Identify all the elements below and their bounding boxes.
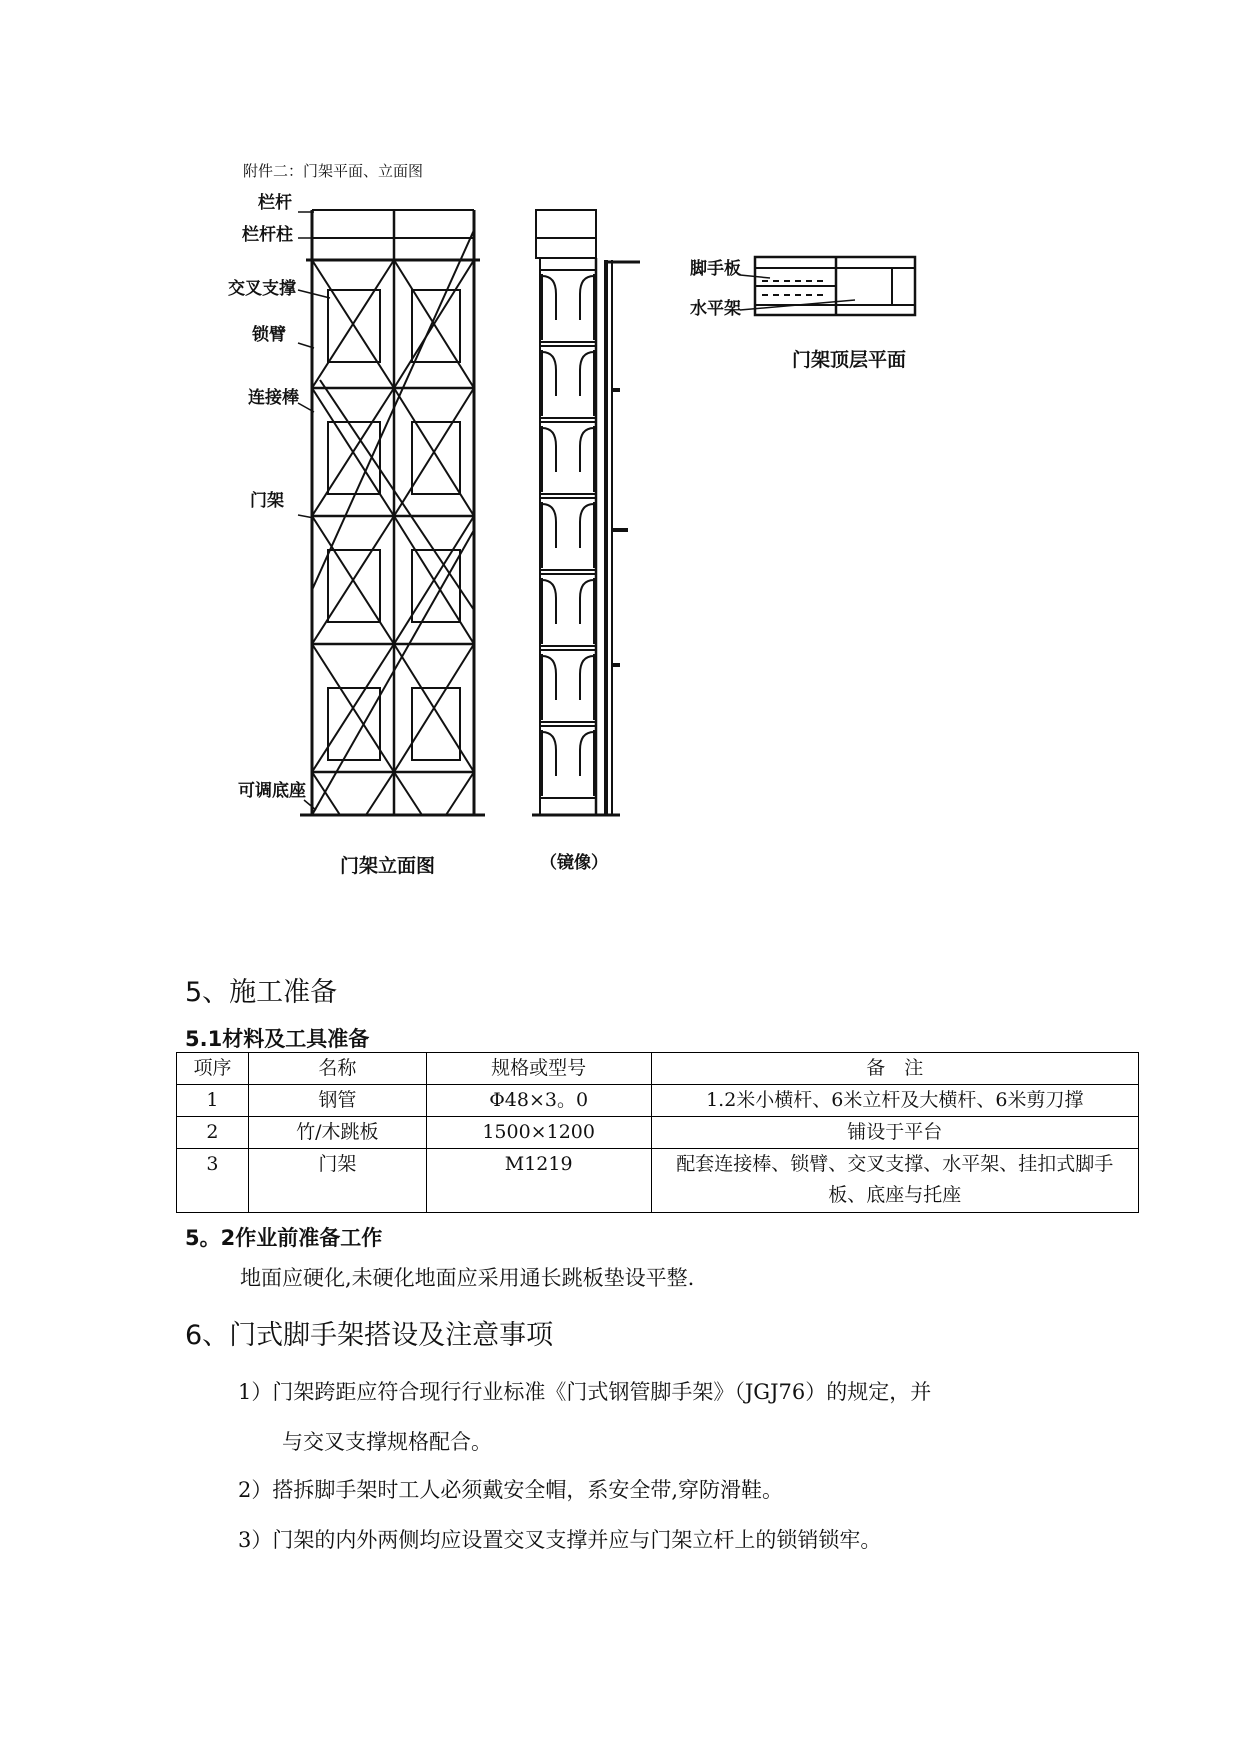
table-header: 名称 bbox=[248, 1053, 426, 1085]
label-horizontal-frame: 水平架 bbox=[690, 299, 741, 319]
scaffold-drawing bbox=[228, 190, 1040, 950]
elevation-caption: 门架立面图 bbox=[340, 855, 436, 877]
table-cell: 铺设于平台 bbox=[651, 1117, 1138, 1149]
table-row bbox=[177, 1149, 1139, 1213]
table-cell: 1.2米小横杆、6米立杆及大横杆、6米剪刀撑 bbox=[651, 1085, 1138, 1117]
plan-caption: 门架顶层平面 bbox=[792, 349, 907, 371]
table-cell: 1500×1200 bbox=[426, 1117, 651, 1149]
list-item-number: 3） bbox=[238, 1528, 273, 1552]
section5-sub2: 5。2作业前准备工作 bbox=[185, 1226, 383, 1250]
list-item-number: 1） bbox=[238, 1380, 273, 1404]
table-header: 备 注 bbox=[651, 1053, 1138, 1085]
label-cross-brace: 交叉支撑 bbox=[228, 279, 296, 299]
label-connector: 连接棒 bbox=[248, 388, 299, 408]
label-adjustable-base: 可调底座 bbox=[238, 781, 306, 801]
table-header: 规格或型号 bbox=[426, 1053, 651, 1085]
section5-sub1: 5.1材料及工具准备 bbox=[185, 1027, 370, 1051]
label-door-frame: 门架 bbox=[250, 491, 284, 511]
table-row bbox=[177, 1117, 1139, 1149]
table-cell: Φ48×3。0 bbox=[426, 1085, 651, 1117]
table-cell: 1 bbox=[177, 1085, 249, 1117]
label-railing-post: 栏杆柱 bbox=[242, 225, 293, 245]
list-item-number: 2） bbox=[238, 1478, 273, 1502]
table-cell: 钢管 bbox=[248, 1085, 426, 1117]
materials-table bbox=[176, 1052, 1139, 1213]
figure-caption: 附件二：门架平面、立面图 bbox=[243, 162, 424, 180]
list-item bbox=[238, 1376, 931, 1406]
table-header-row bbox=[177, 1053, 1139, 1085]
list-item bbox=[238, 1524, 881, 1554]
table-header: 项序 bbox=[177, 1053, 249, 1085]
section5-title: 5、施工准备 bbox=[185, 977, 338, 1008]
list-item-text: 搭拆脚手架时工人必须戴安全帽，系安全带,穿防滑鞋。 bbox=[272, 1478, 784, 1502]
table-cell: 3 bbox=[177, 1149, 249, 1213]
list-item bbox=[238, 1474, 783, 1504]
list-item-text: 门架跨距应符合现行行业标准《门式钢管脚手架》（JGJ76）的规定，并 bbox=[272, 1380, 932, 1404]
list-item-continuation: 与交叉支撑规格配合。 bbox=[282, 1430, 492, 1454]
table-cell: 竹/木跳板 bbox=[248, 1117, 426, 1149]
list-item-text: 门架的内外两侧均应设置交叉支撑并应与门架立杆上的锁销锁牢。 bbox=[272, 1528, 882, 1552]
section6-title: 6、门式脚手架搭设及注意事项 bbox=[185, 1320, 554, 1351]
label-railing: 栏杆 bbox=[258, 193, 292, 213]
table-cell: 门架 bbox=[248, 1149, 426, 1213]
section5-sub2-text: 地面应硬化,未硬化地面应采用通长跳板垫设平整. bbox=[240, 1266, 695, 1290]
table-row bbox=[177, 1085, 1139, 1117]
table-cell: M1219 bbox=[426, 1149, 651, 1213]
table-cell: 2 bbox=[177, 1117, 249, 1149]
label-scaffold-board: 脚手板 bbox=[690, 259, 741, 279]
mirror-caption: （镜像） bbox=[540, 853, 608, 873]
table-cell: 配套连接棒、锁臂、交叉支撑、水平架、挂扣式脚手板、底座与托座 bbox=[651, 1149, 1138, 1213]
label-lock-arm: 锁臂 bbox=[252, 325, 286, 345]
